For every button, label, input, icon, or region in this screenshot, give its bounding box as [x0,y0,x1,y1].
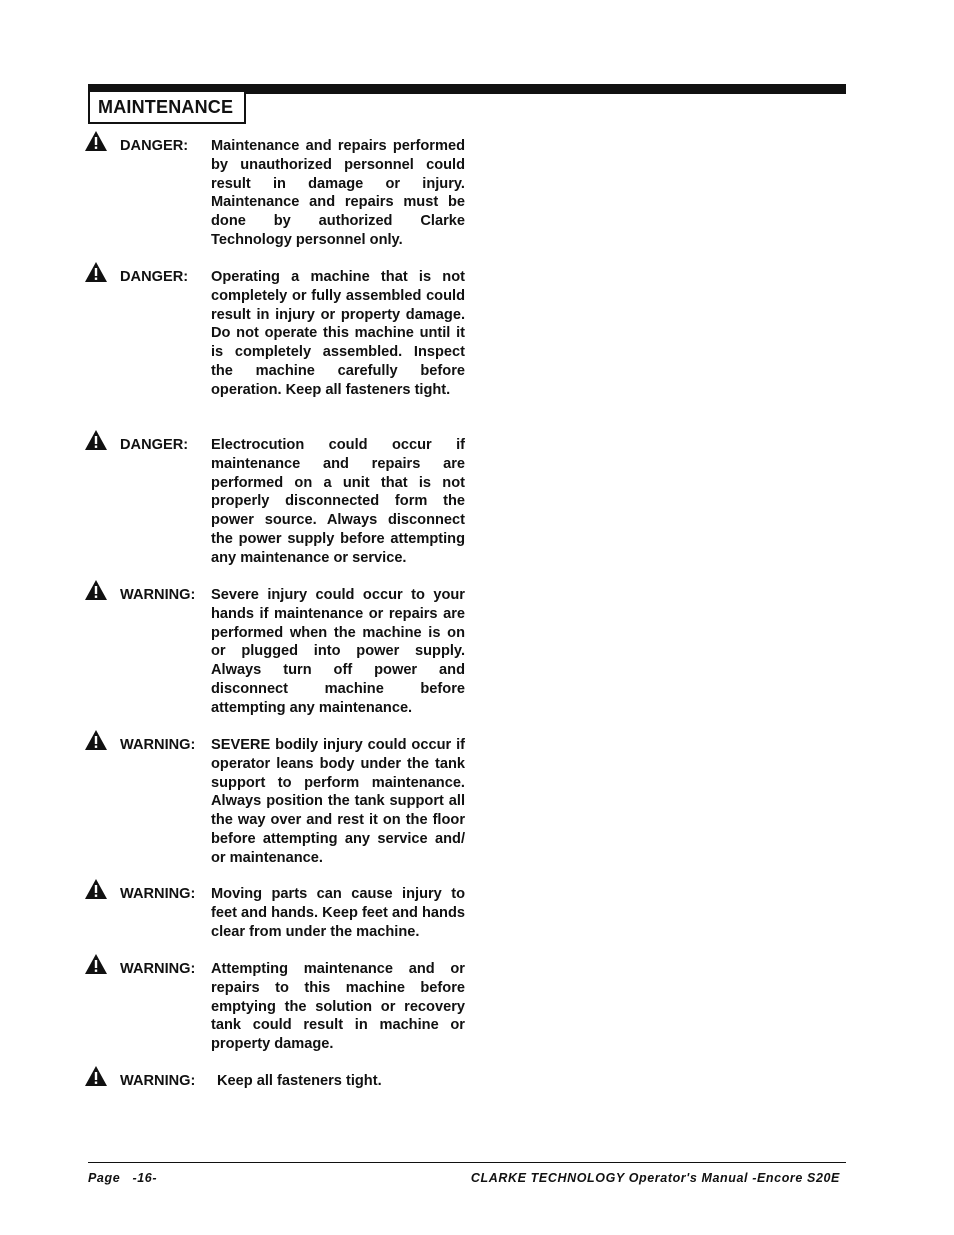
warning-triangle-icon [84,429,108,451]
warning-triangle-icon [84,878,108,900]
footer-rule [88,1162,846,1163]
notice-text: Severe injury could occur to your hands if maintenance or repairs are performed when the machine is on or plugged into power supply. Always turn off power and disconnect machine before attempting any maintenance. [211,587,465,716]
notice-text: Maintenance and repairs performed by unauthorized personnel could result in damage or injury. Maintenance and repairs must be done by authorized Clarke Technology personnel only. [211,138,465,248]
notice-label: DANGER: [120,269,189,285]
manual-title: CLARKE TECHNOLOGY Operator's Manual -Encore S20E [470,1171,840,1185]
notice-text: Moving parts can cause injury to feet and hands. Keep feet and hands clear from under the machine. [211,886,465,940]
notice-label: WARNING: [120,737,196,753]
section-title: MAINTENANCE [98,97,234,117]
notice-text: Attempting maintenance and or repairs to this machine before emptying the solution or recovery tank could result in machine or property damage. [211,961,465,1053]
notice-text: Operating a machine that is not completely or fully assembled could result in injury or property damage. Do not operate this machine until it is completely assembled. Inspect the machine carefully before operation. Keep all fasteners tight. [211,269,465,398]
notice-label: WARNING: [120,886,196,902]
warning-triangle-icon [84,953,108,975]
page-number: Page -16- [88,1171,158,1185]
warning-triangle-icon [84,261,108,283]
section-heading-box [88,92,246,124]
notice-label: WARNING: [120,587,196,603]
notice-label: DANGER: [120,138,189,154]
notice-label: WARNING: [120,1073,196,1089]
warning-triangle-icon [84,729,108,751]
warning-triangle-icon [84,130,108,152]
notice-text: SEVERE bodily injury could occur if operator leans body under the tank support to perform maintenance. Always position the tank support all the way over and rest it on the floor before attempting any service and/ or maintenance. [211,737,465,866]
notice-text: Electrocution could occur if maintenance and repairs are performed on a unit that is not properly disconnected form the power source. Always disconnect the power supply before attempting any maintenance or service. [211,437,465,566]
notice-text: Keep all fasteners tight. [217,1073,382,1089]
notice-label: WARNING: [120,961,196,977]
warning-triangle-icon [84,579,108,601]
warning-triangle-icon [84,1065,108,1087]
notice-label: DANGER: [120,437,189,453]
